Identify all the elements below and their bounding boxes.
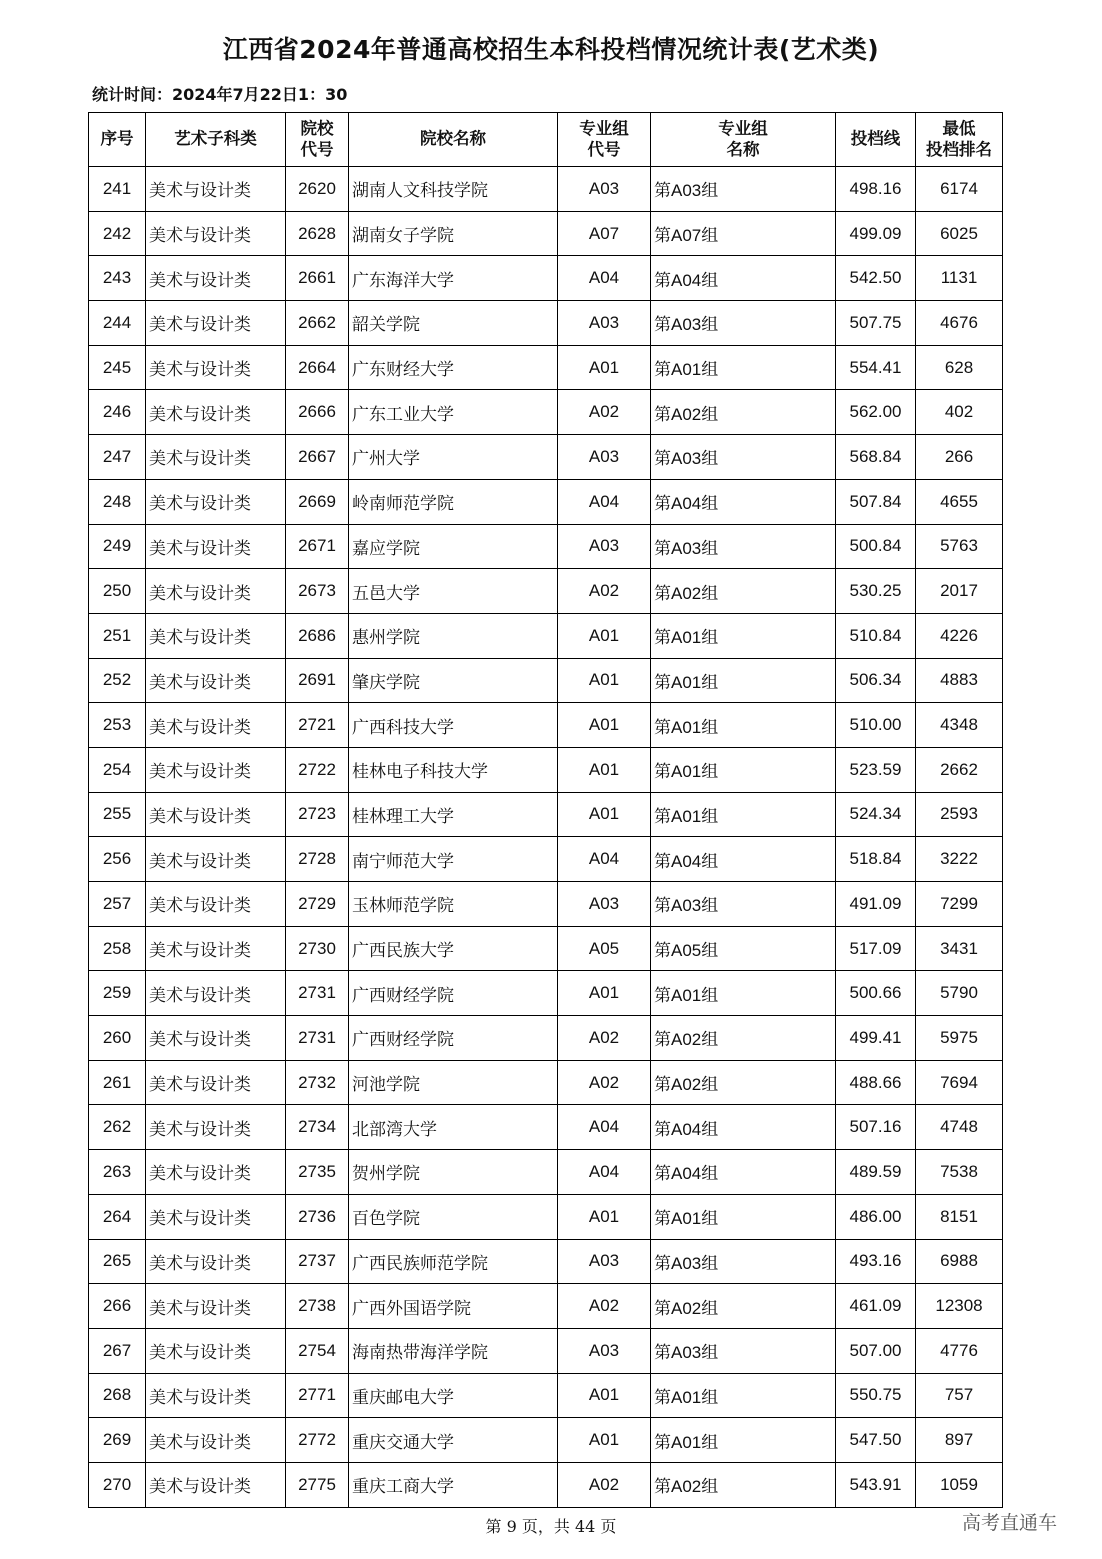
table-row	[89, 1150, 1003, 1195]
cell-group-code: A04	[558, 1150, 651, 1195]
cell-school-name: 北部湾大学	[349, 1105, 558, 1150]
header-group-code: 专业组 代号	[558, 113, 651, 167]
cell-school-name: 广州大学	[349, 435, 558, 480]
header-school-code: 院校 代号	[286, 113, 349, 167]
cell-group-code: A01	[558, 747, 651, 792]
table-row	[89, 1328, 1003, 1373]
cell-group-code: A03	[558, 1328, 651, 1373]
table-header-row	[89, 113, 1003, 167]
cell-group-name: 第A02组	[651, 390, 836, 435]
cell-group-code: A04	[558, 1105, 651, 1150]
cell-school-code: 2754	[286, 1328, 349, 1373]
cell-group-name: 第A03组	[651, 1328, 836, 1373]
cell-rank: 5790	[916, 971, 1003, 1016]
table-row	[89, 1418, 1003, 1463]
cell-seq: 246	[89, 390, 146, 435]
table-row	[89, 926, 1003, 971]
cell-school-code: 2686	[286, 613, 349, 658]
cell-school-code: 2662	[286, 301, 349, 346]
cell-group-code: A01	[558, 1373, 651, 1418]
cell-subject: 美术与设计类	[146, 256, 286, 301]
cell-group-name: 第A01组	[651, 345, 836, 390]
brand-watermark: 高考直通车	[962, 1512, 1058, 1534]
cell-school-name: 桂林理工大学	[349, 792, 558, 837]
cell-school-name: 海南热带海洋学院	[349, 1328, 558, 1373]
cell-subject: 美术与设计类	[146, 1418, 286, 1463]
cell-seq: 255	[89, 792, 146, 837]
cell-group-code: A02	[558, 1284, 651, 1329]
cell-rank: 1059	[916, 1462, 1003, 1507]
cell-subject: 美术与设计类	[146, 569, 286, 614]
cell-score: 554.41	[836, 345, 916, 390]
cell-subject: 美术与设计类	[146, 747, 286, 792]
cell-score: 488.66	[836, 1060, 916, 1105]
cell-rank: 3431	[916, 926, 1003, 971]
cell-score: 461.09	[836, 1284, 916, 1329]
cell-seq: 248	[89, 479, 146, 524]
cell-rank: 1131	[916, 256, 1003, 301]
cell-group-name: 第A02组	[651, 1060, 836, 1105]
cell-seq: 251	[89, 613, 146, 658]
cell-rank: 12308	[916, 1284, 1003, 1329]
cell-subject: 美术与设计类	[146, 1016, 286, 1061]
cell-score: 491.09	[836, 882, 916, 927]
cell-school-name: 南宁师范大学	[349, 837, 558, 882]
cell-subject: 美术与设计类	[146, 971, 286, 1016]
table-row	[89, 1016, 1003, 1061]
cell-seq: 245	[89, 345, 146, 390]
cell-score: 507.75	[836, 301, 916, 346]
cell-group-name: 第A01组	[651, 613, 836, 658]
cell-group-name: 第A03组	[651, 524, 836, 569]
cell-rank: 4655	[916, 479, 1003, 524]
cell-rank: 4676	[916, 301, 1003, 346]
cell-group-name: 第A04组	[651, 1150, 836, 1195]
cell-school-name: 玉林师范学院	[349, 882, 558, 927]
cell-score: 517.09	[836, 926, 916, 971]
cell-school-code: 2737	[286, 1239, 349, 1284]
cell-seq: 260	[89, 1016, 146, 1061]
cell-school-name: 湖南人文科技学院	[349, 167, 558, 212]
cell-group-name: 第A01组	[651, 1418, 836, 1463]
cell-subject: 美术与设计类	[146, 479, 286, 524]
cell-score: 500.66	[836, 971, 916, 1016]
stat-time: 统计时间：2024年7月22日1：30	[92, 85, 348, 104]
cell-rank: 7299	[916, 882, 1003, 927]
cell-group-name: 第A02组	[651, 569, 836, 614]
cell-rank: 7694	[916, 1060, 1003, 1105]
cell-rank: 2017	[916, 569, 1003, 614]
cell-subject: 美术与设计类	[146, 882, 286, 927]
cell-seq: 257	[89, 882, 146, 927]
cell-group-code: A05	[558, 926, 651, 971]
cell-group-code: A01	[558, 1194, 651, 1239]
cell-subject: 美术与设计类	[146, 837, 286, 882]
cell-rank: 4748	[916, 1105, 1003, 1150]
cell-subject: 美术与设计类	[146, 211, 286, 256]
cell-score: 523.59	[836, 747, 916, 792]
cell-seq: 265	[89, 1239, 146, 1284]
header-rank: 最低 投档排名	[916, 113, 1003, 167]
cell-group-name: 第A04组	[651, 479, 836, 524]
cell-subject: 美术与设计类	[146, 1373, 286, 1418]
cell-score: 507.00	[836, 1328, 916, 1373]
cell-group-name: 第A02组	[651, 1462, 836, 1507]
cell-group-code: A01	[558, 1418, 651, 1463]
cell-school-code: 2731	[286, 1016, 349, 1061]
cell-score: 500.84	[836, 524, 916, 569]
cell-subject: 美术与设计类	[146, 1150, 286, 1195]
cell-group-code: A03	[558, 301, 651, 346]
cell-subject: 美术与设计类	[146, 1328, 286, 1373]
cell-school-name: 河池学院	[349, 1060, 558, 1105]
table-row	[89, 613, 1003, 658]
cell-school-code: 2723	[286, 792, 349, 837]
cell-subject: 美术与设计类	[146, 1194, 286, 1239]
cell-group-code: A01	[558, 345, 651, 390]
cell-group-name: 第A01组	[651, 1194, 836, 1239]
cell-school-name: 嘉应学院	[349, 524, 558, 569]
cell-group-code: A03	[558, 435, 651, 480]
cell-seq: 244	[89, 301, 146, 346]
table-row	[89, 301, 1003, 346]
cell-seq: 250	[89, 569, 146, 614]
cell-seq: 258	[89, 926, 146, 971]
cell-subject: 美术与设计类	[146, 301, 286, 346]
cell-rank: 4226	[916, 613, 1003, 658]
cell-school-code: 2620	[286, 167, 349, 212]
cell-school-name: 桂林电子科技大学	[349, 747, 558, 792]
cell-rank: 628	[916, 345, 1003, 390]
cell-group-code: A01	[558, 658, 651, 703]
table-row	[89, 1284, 1003, 1329]
cell-score: 524.34	[836, 792, 916, 837]
cell-group-code: A02	[558, 390, 651, 435]
table-row	[89, 1060, 1003, 1105]
cell-seq: 243	[89, 256, 146, 301]
cell-rank: 2593	[916, 792, 1003, 837]
cell-school-name: 广西财经学院	[349, 1016, 558, 1061]
cell-score: 542.50	[836, 256, 916, 301]
cell-score: 518.84	[836, 837, 916, 882]
cell-rank: 757	[916, 1373, 1003, 1418]
cell-score: 510.00	[836, 703, 916, 748]
cell-seq: 266	[89, 1284, 146, 1329]
cell-seq: 263	[89, 1150, 146, 1195]
cell-group-name: 第A07组	[651, 211, 836, 256]
cell-rank: 266	[916, 435, 1003, 480]
cell-seq: 241	[89, 167, 146, 212]
cell-group-name: 第A03组	[651, 882, 836, 927]
cell-seq: 267	[89, 1328, 146, 1373]
cell-school-code: 2732	[286, 1060, 349, 1105]
cell-school-code: 2661	[286, 256, 349, 301]
page-footer: 第 9 页，共 44 页	[485, 1517, 617, 1536]
header-seq: 序号	[89, 113, 146, 167]
table-row	[89, 703, 1003, 748]
table-row	[89, 479, 1003, 524]
cell-group-code: A04	[558, 479, 651, 524]
cell-school-name: 广东海洋大学	[349, 256, 558, 301]
cell-group-name: 第A01组	[651, 703, 836, 748]
cell-school-name: 岭南师范学院	[349, 479, 558, 524]
cell-school-code: 2673	[286, 569, 349, 614]
cell-rank: 402	[916, 390, 1003, 435]
cell-school-name: 重庆交通大学	[349, 1418, 558, 1463]
cell-subject: 美术与设计类	[146, 658, 286, 703]
cell-seq: 254	[89, 747, 146, 792]
cell-group-name: 第A03组	[651, 435, 836, 480]
cell-group-name: 第A01组	[651, 658, 836, 703]
cell-seq: 249	[89, 524, 146, 569]
table-row	[89, 256, 1003, 301]
cell-seq: 262	[89, 1105, 146, 1150]
cell-score: 499.09	[836, 211, 916, 256]
table-row	[89, 569, 1003, 614]
cell-group-code: A04	[558, 837, 651, 882]
cell-school-code: 2731	[286, 971, 349, 1016]
cell-school-code: 2775	[286, 1462, 349, 1507]
document-title: 江西省2024年普通高校招生本科投档情况统计表(艺术类)	[222, 35, 880, 64]
cell-rank: 3222	[916, 837, 1003, 882]
cell-subject: 美术与设计类	[146, 435, 286, 480]
cell-school-code: 2671	[286, 524, 349, 569]
cell-school-code: 2736	[286, 1194, 349, 1239]
cell-score: 506.34	[836, 658, 916, 703]
table-row	[89, 524, 1003, 569]
cell-school-code: 2667	[286, 435, 349, 480]
cell-subject: 美术与设计类	[146, 390, 286, 435]
cell-rank: 8151	[916, 1194, 1003, 1239]
cell-seq: 242	[89, 211, 146, 256]
cell-subject: 美术与设计类	[146, 703, 286, 748]
cell-subject: 美术与设计类	[146, 1105, 286, 1150]
cell-school-code: 2734	[286, 1105, 349, 1150]
cell-score: 499.41	[836, 1016, 916, 1061]
cell-group-name: 第A03组	[651, 1239, 836, 1284]
cell-school-code: 2722	[286, 747, 349, 792]
cell-group-code: A01	[558, 703, 651, 748]
table-row	[89, 837, 1003, 882]
cell-school-name: 肇庆学院	[349, 658, 558, 703]
cell-group-code: A03	[558, 1239, 651, 1284]
table-row	[89, 345, 1003, 390]
cell-school-name: 广西民族师范学院	[349, 1239, 558, 1284]
cell-subject: 美术与设计类	[146, 1239, 286, 1284]
cell-score: 507.16	[836, 1105, 916, 1150]
cell-rank: 2662	[916, 747, 1003, 792]
cell-school-name: 广东财经大学	[349, 345, 558, 390]
cell-group-name: 第A03组	[651, 167, 836, 212]
cell-score: 543.91	[836, 1462, 916, 1507]
cell-school-code: 2730	[286, 926, 349, 971]
cell-school-code: 2664	[286, 345, 349, 390]
cell-school-code: 2628	[286, 211, 349, 256]
cell-rank: 4348	[916, 703, 1003, 748]
cell-school-code: 2729	[286, 882, 349, 927]
cell-group-code: A03	[558, 167, 651, 212]
cell-group-code: A02	[558, 1462, 651, 1507]
cell-group-code: A02	[558, 1016, 651, 1061]
cell-group-code: A02	[558, 569, 651, 614]
cell-seq: 256	[89, 837, 146, 882]
cell-school-name: 五邑大学	[349, 569, 558, 614]
cell-score: 568.84	[836, 435, 916, 480]
cell-school-name: 重庆工商大学	[349, 1462, 558, 1507]
cell-group-name: 第A04组	[651, 837, 836, 882]
cell-school-code: 2738	[286, 1284, 349, 1329]
cell-group-code: A03	[558, 882, 651, 927]
cell-group-name: 第A04组	[651, 1105, 836, 1150]
header-score: 投档线	[836, 113, 916, 167]
cell-score: 550.75	[836, 1373, 916, 1418]
cell-group-name: 第A01组	[651, 792, 836, 837]
table-row	[89, 1105, 1003, 1150]
table-row	[89, 1462, 1003, 1507]
cell-subject: 美术与设计类	[146, 345, 286, 390]
table-row	[89, 882, 1003, 927]
cell-school-code: 2772	[286, 1418, 349, 1463]
cell-subject: 美术与设计类	[146, 926, 286, 971]
cell-seq: 259	[89, 971, 146, 1016]
cell-seq: 269	[89, 1418, 146, 1463]
cell-school-code: 2666	[286, 390, 349, 435]
cell-seq: 261	[89, 1060, 146, 1105]
table-row	[89, 390, 1003, 435]
cell-school-code: 2691	[286, 658, 349, 703]
table-row	[89, 792, 1003, 837]
table-row	[89, 747, 1003, 792]
cell-seq: 247	[89, 435, 146, 480]
cell-school-code: 2721	[286, 703, 349, 748]
cell-rank: 4883	[916, 658, 1003, 703]
cell-school-name: 贺州学院	[349, 1150, 558, 1195]
cell-school-code: 2771	[286, 1373, 349, 1418]
cell-subject: 美术与设计类	[146, 1284, 286, 1329]
cell-group-name: 第A03组	[651, 301, 836, 346]
cell-score: 486.00	[836, 1194, 916, 1239]
cell-score: 489.59	[836, 1150, 916, 1195]
cell-group-code: A01	[558, 613, 651, 658]
cell-score: 493.16	[836, 1239, 916, 1284]
table-row	[89, 167, 1003, 212]
cell-school-name: 韶关学院	[349, 301, 558, 346]
table-row	[89, 1194, 1003, 1239]
cell-seq: 253	[89, 703, 146, 748]
cell-school-code: 2669	[286, 479, 349, 524]
table-row	[89, 971, 1003, 1016]
cell-subject: 美术与设计类	[146, 1462, 286, 1507]
cell-score: 507.84	[836, 479, 916, 524]
cell-seq: 270	[89, 1462, 146, 1507]
cell-rank: 5975	[916, 1016, 1003, 1061]
cell-group-code: A03	[558, 524, 651, 569]
cell-score: 562.00	[836, 390, 916, 435]
cell-group-name: 第A02组	[651, 1284, 836, 1329]
cell-group-code: A07	[558, 211, 651, 256]
header-subject: 艺术子科类	[146, 113, 286, 167]
cell-school-name: 广东工业大学	[349, 390, 558, 435]
header-school-name: 院校名称	[349, 113, 558, 167]
cell-school-name: 广西财经学院	[349, 971, 558, 1016]
cell-subject: 美术与设计类	[146, 1060, 286, 1105]
cell-seq: 264	[89, 1194, 146, 1239]
cell-rank: 4776	[916, 1328, 1003, 1373]
cell-rank: 6025	[916, 211, 1003, 256]
table-row	[89, 211, 1003, 256]
cell-group-code: A04	[558, 256, 651, 301]
cell-school-name: 惠州学院	[349, 613, 558, 658]
cell-score: 498.16	[836, 167, 916, 212]
cell-group-name: 第A04组	[651, 256, 836, 301]
cell-score: 547.50	[836, 1418, 916, 1463]
cell-group-name: 第A05组	[651, 926, 836, 971]
cell-score: 510.84	[836, 613, 916, 658]
cell-school-code: 2735	[286, 1150, 349, 1195]
cell-subject: 美术与设计类	[146, 792, 286, 837]
cell-subject: 美术与设计类	[146, 167, 286, 212]
cell-school-name: 重庆邮电大学	[349, 1373, 558, 1418]
cell-school-name: 湖南女子学院	[349, 211, 558, 256]
cell-school-code: 2728	[286, 837, 349, 882]
cell-score: 530.25	[836, 569, 916, 614]
header-group-name: 专业组 名称	[651, 113, 836, 167]
cell-rank: 897	[916, 1418, 1003, 1463]
cell-school-name: 广西外国语学院	[349, 1284, 558, 1329]
cell-group-name: 第A02组	[651, 1016, 836, 1061]
cell-rank: 7538	[916, 1150, 1003, 1195]
table-body	[89, 167, 1003, 1508]
cell-group-name: 第A01组	[651, 747, 836, 792]
cell-subject: 美术与设计类	[146, 613, 286, 658]
table-row	[89, 1239, 1003, 1284]
cell-group-name: 第A01组	[651, 1373, 836, 1418]
cell-rank: 6988	[916, 1239, 1003, 1284]
table-row	[89, 658, 1003, 703]
cell-school-name: 广西科技大学	[349, 703, 558, 748]
cell-seq: 252	[89, 658, 146, 703]
table-row	[89, 1373, 1003, 1418]
admission-table	[88, 112, 1003, 1508]
cell-school-name: 百色学院	[349, 1194, 558, 1239]
cell-school-name: 广西民族大学	[349, 926, 558, 971]
cell-group-name: 第A01组	[651, 971, 836, 1016]
cell-group-code: A02	[558, 1060, 651, 1105]
table-row	[89, 435, 1003, 480]
cell-group-code: A01	[558, 971, 651, 1016]
cell-seq: 268	[89, 1373, 146, 1418]
cell-rank: 5763	[916, 524, 1003, 569]
cell-rank: 6174	[916, 167, 1003, 212]
cell-subject: 美术与设计类	[146, 524, 286, 569]
cell-group-code: A01	[558, 792, 651, 837]
